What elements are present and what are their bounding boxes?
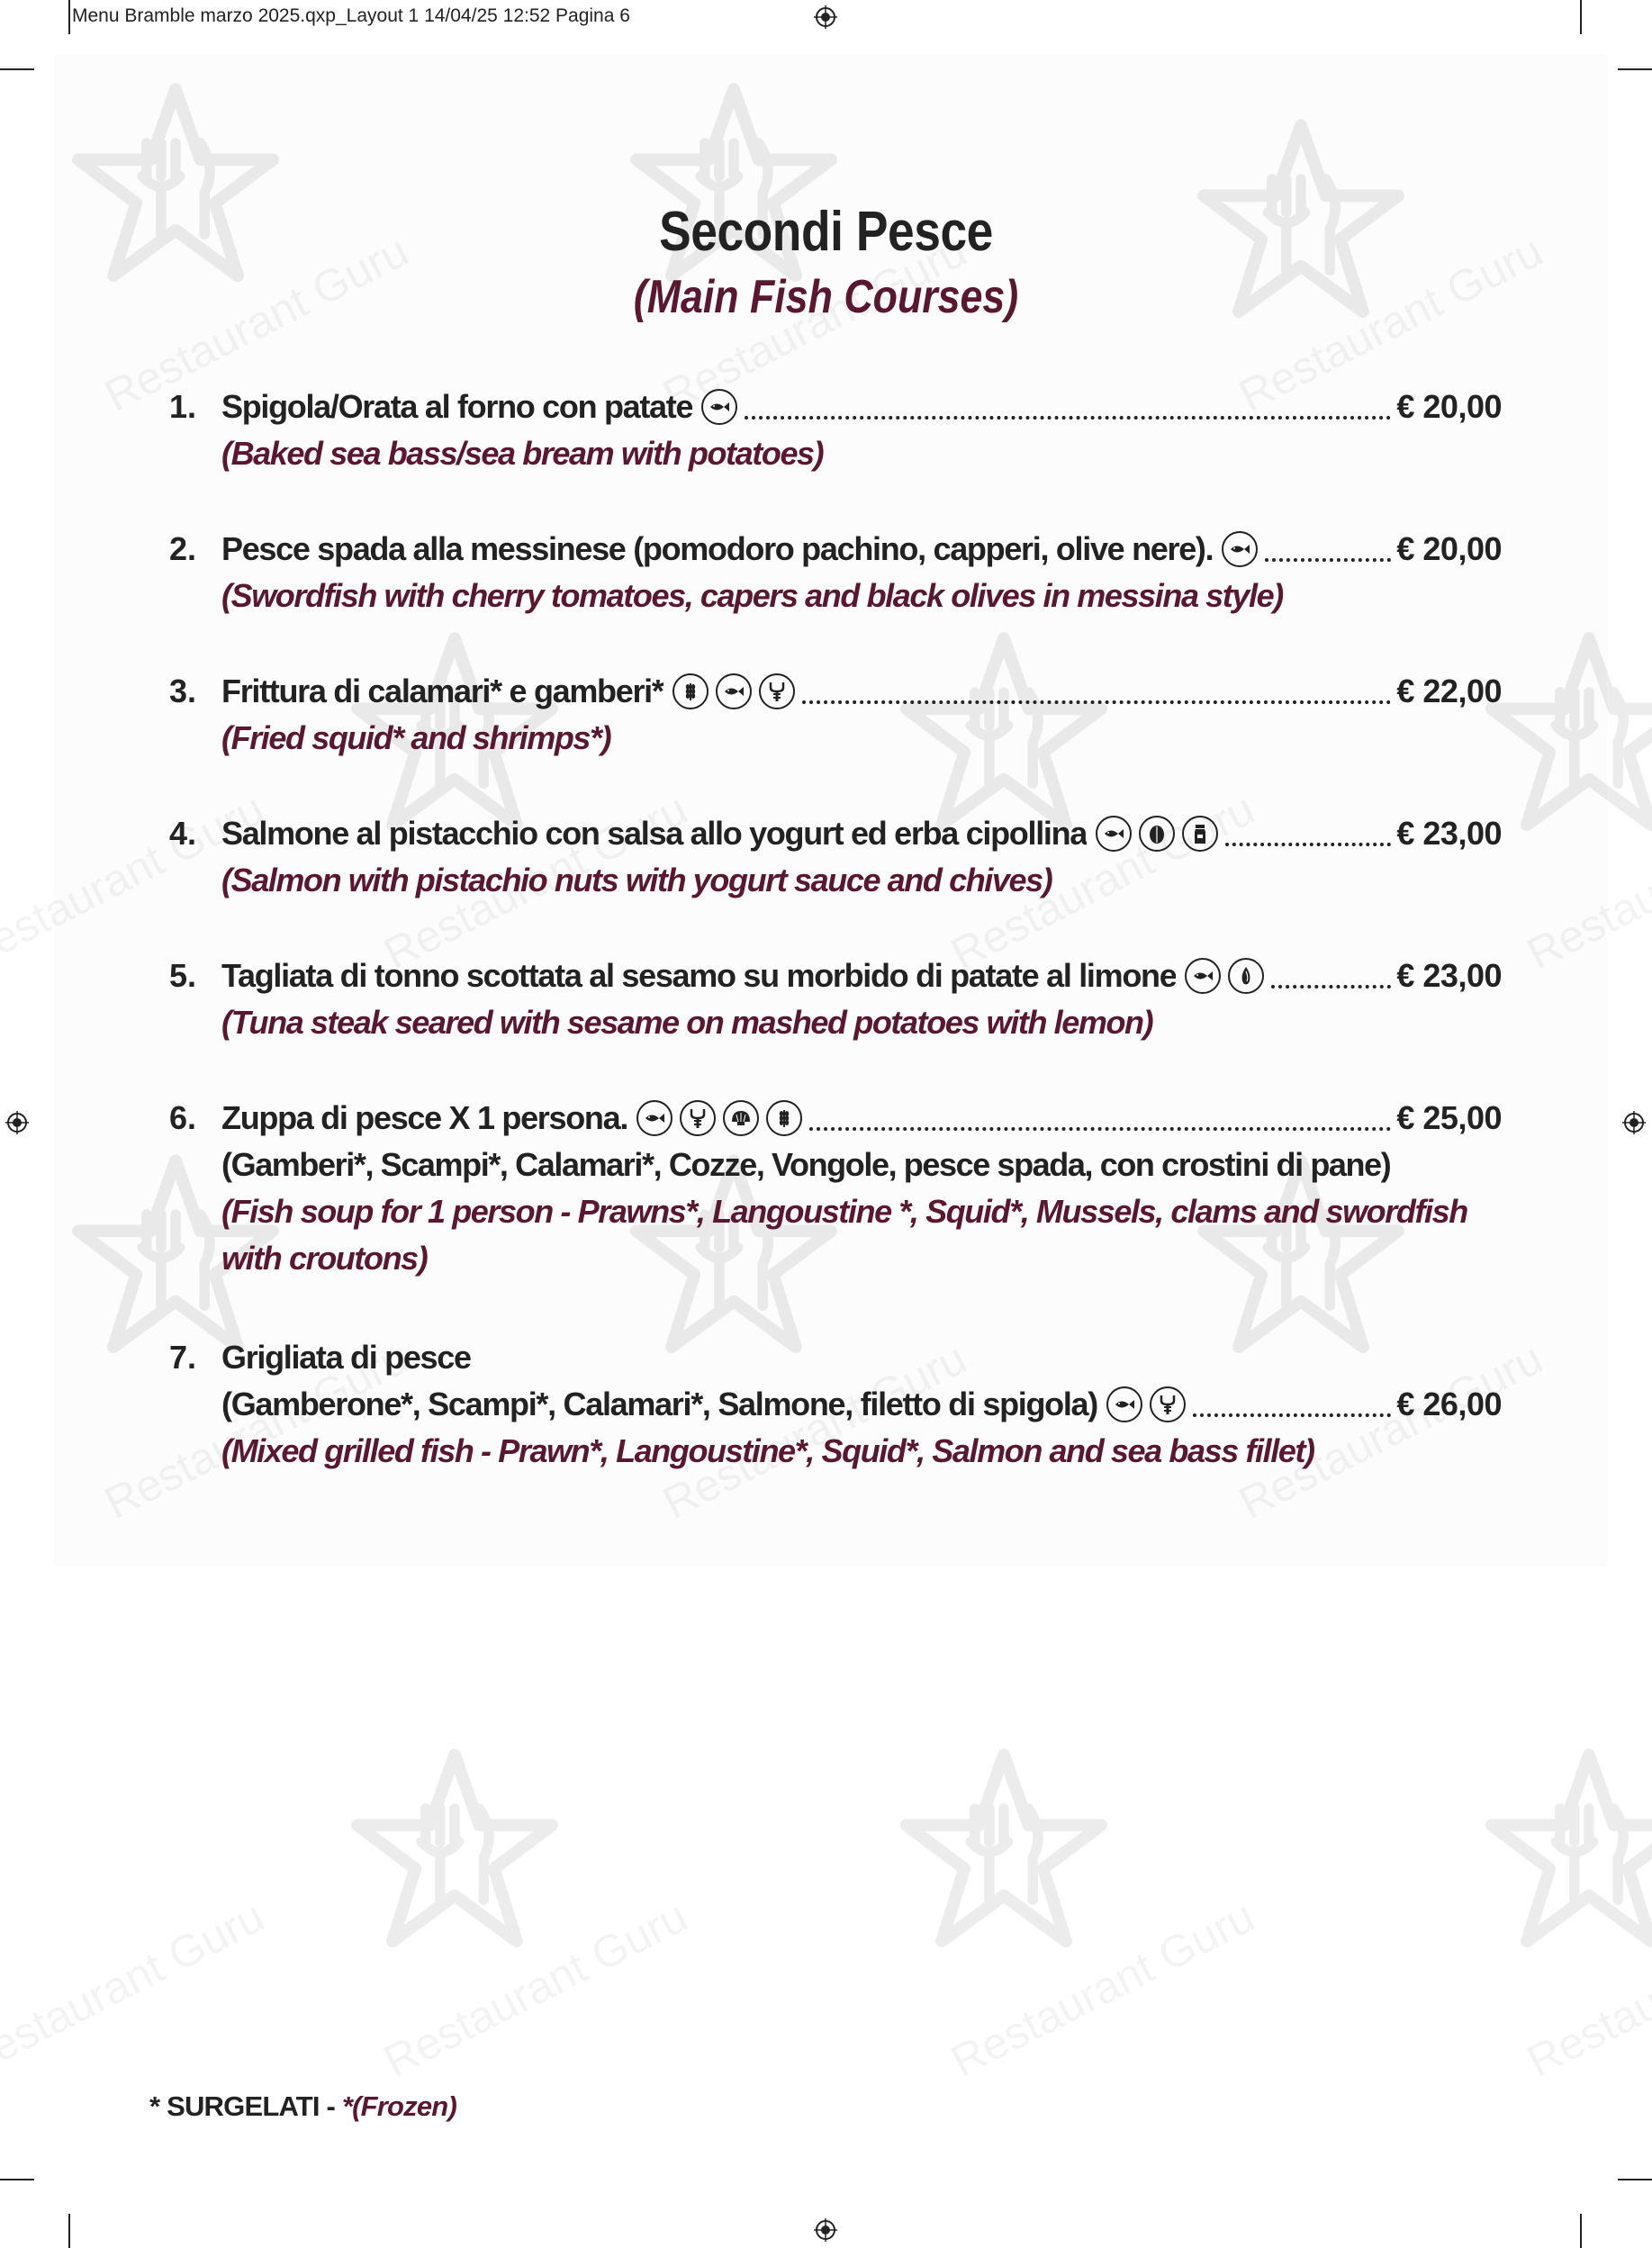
item-translation: (Fried squid* and shrimps*) — [221, 719, 611, 756]
registration-mark-icon — [814, 5, 837, 29]
wheat-icon — [766, 1100, 802, 1136]
item-price: € 20,00 — [1396, 530, 1502, 567]
registration-mark-icon — [5, 1111, 29, 1134]
menu-item-line — [169, 1334, 1502, 1381]
item-number: 5. — [169, 957, 197, 994]
mollusc-icon — [723, 1100, 759, 1136]
menu-item — [169, 810, 1502, 904]
menu-item — [169, 526, 1502, 619]
item-translation: (Salmon with pistachio nuts with yogurt sauce and chives) — [221, 862, 1052, 898]
item-price: € 23,00 — [1396, 815, 1502, 852]
crop-mark — [1580, 0, 1582, 34]
crustacean-icon — [1150, 1386, 1186, 1422]
wheat-icon — [673, 673, 709, 709]
item-price: € 25,00 — [1396, 1099, 1502, 1136]
item-price: € 20,00 — [1396, 388, 1502, 425]
allergen-icons — [1092, 816, 1222, 852]
leader-dots — [809, 1127, 1391, 1131]
watermark-text — [0, 1890, 273, 2087]
frozen-note — [149, 2090, 456, 2123]
item-translation: (Mixed grilled fish - Prawn*, Langoustine*, Squid*, Salmon and sea bass fillet) — [221, 1432, 1314, 1469]
page-subtitle: (Main Fish Courses) — [633, 271, 1019, 323]
allergen-icons — [1181, 958, 1268, 994]
file-header: Menu Bramble marzo 2025.qxp_Layout 1 14/04/25 12:52 Pagina 6 — [72, 5, 630, 26]
item-name: Zuppa di pesce X 1 persona. — [221, 1099, 628, 1136]
fish-icon — [716, 673, 752, 709]
nut-icon — [1139, 816, 1175, 852]
menu-item — [169, 668, 1502, 762]
fish-icon — [636, 1100, 673, 1136]
item-translation: with croutons) — [221, 1240, 428, 1277]
item-translation: (Tuna steak seared with sesame on mashed potatoes with lemon) — [221, 1004, 1153, 1041]
menu-item — [169, 1095, 1502, 1282]
menu-item-line — [169, 526, 1502, 573]
leader-dots — [1193, 1413, 1391, 1417]
sesame-icon — [1228, 958, 1264, 994]
allergen-icons — [698, 389, 741, 425]
menu-item-line — [169, 384, 1502, 430]
leader-dots — [1265, 558, 1391, 562]
crop-mark — [1580, 2214, 1582, 2248]
crustacean-icon — [680, 1100, 716, 1136]
crop-mark — [0, 2179, 34, 2180]
item-number: 3. — [169, 673, 197, 709]
menu-item — [169, 1334, 1502, 1381]
menu-item-line — [169, 810, 1502, 857]
menu-item — [169, 384, 1502, 477]
item-translation: (Fish soup for 1 person - Prawns*, Langoustine *, Squid*, Mussels, clams and swordfish — [221, 1193, 1467, 1230]
item-translation: (Swordfish with cherry tomatoes, capers and black olives in messina style) — [221, 577, 1283, 614]
milk-icon — [1182, 816, 1218, 852]
crop-mark — [68, 0, 70, 34]
crop-mark — [1618, 2179, 1652, 2180]
leader-dots — [745, 416, 1391, 420]
item-name: Grigliata di pesce — [221, 1339, 471, 1376]
item-name: Frittura di calamari* e gamberi* — [221, 673, 664, 709]
menu-item-line — [169, 1095, 1502, 1142]
leader-dots — [1225, 843, 1391, 846]
menu-item-line — [169, 1381, 1502, 1428]
registration-mark-icon — [1622, 1111, 1646, 1134]
menu-item-line — [169, 668, 1502, 715]
item-price: € 22,00 — [1396, 673, 1502, 709]
allergen-icons — [1103, 1386, 1189, 1422]
menu-item-line — [169, 952, 1502, 999]
fish-icon — [701, 389, 737, 425]
leader-dots — [1271, 985, 1391, 989]
item-number: 1. — [169, 388, 197, 425]
fish-icon — [1185, 958, 1221, 994]
watermark-star-icon — [900, 1747, 1107, 1954]
item-price: € 26,00 — [1396, 1386, 1502, 1422]
item-name: Tagliata di tonno scottata al sesamo su morbido di patate al limone — [221, 957, 1177, 994]
item-number: 6. — [169, 1099, 197, 1136]
registration-mark-icon — [814, 2218, 837, 2242]
frozen-note-en: *(Frozen) — [341, 2090, 456, 2122]
leader-dots — [802, 700, 1392, 704]
watermark-star-icon — [351, 1747, 558, 1954]
item-name: Salmone al pistacchio con salsa allo yogurt ed erba cipollina — [221, 815, 1088, 852]
item-number: 7. — [169, 1339, 197, 1376]
fish-icon — [1096, 816, 1132, 852]
allergen-icons — [1218, 531, 1261, 567]
crop-mark — [1618, 68, 1652, 70]
crop-mark — [0, 68, 34, 70]
item-number: 2. — [169, 530, 197, 567]
menu-item — [169, 1381, 1502, 1475]
watermark-star-icon — [1485, 1747, 1652, 1954]
item-name: Pesce spada alla messinese (pomodoro pachino, capperi, olive nere). — [221, 530, 1214, 567]
frozen-note-it: * SURGELATI - — [149, 2090, 342, 2122]
fish-icon — [1222, 531, 1258, 567]
crustacean-icon — [759, 673, 795, 709]
item-details-it: (Gamberi*, Scampi*, Calamari*, Cozze, Vongole, pesce spada, con crostini di pane) — [221, 1146, 1391, 1183]
item-name: Spigola/Orata al forno con patate — [221, 388, 693, 425]
allergen-icons — [633, 1100, 806, 1136]
item-name: (Gamberone*, Scampi*, Calamari*, Salmone, filetto di spigola) — [221, 1386, 1097, 1422]
item-number: 4. — [169, 815, 197, 852]
fish-icon — [1106, 1386, 1142, 1422]
item-price: € 23,00 — [1396, 957, 1502, 994]
menu-item — [169, 952, 1502, 1046]
watermark-star-icon — [1485, 630, 1652, 837]
allergen-icons — [669, 673, 799, 709]
crop-mark — [68, 2214, 70, 2248]
item-translation: (Baked sea bass/sea bream with potatoes) — [221, 435, 824, 472]
page-title: Secondi Pesce — [659, 201, 993, 263]
